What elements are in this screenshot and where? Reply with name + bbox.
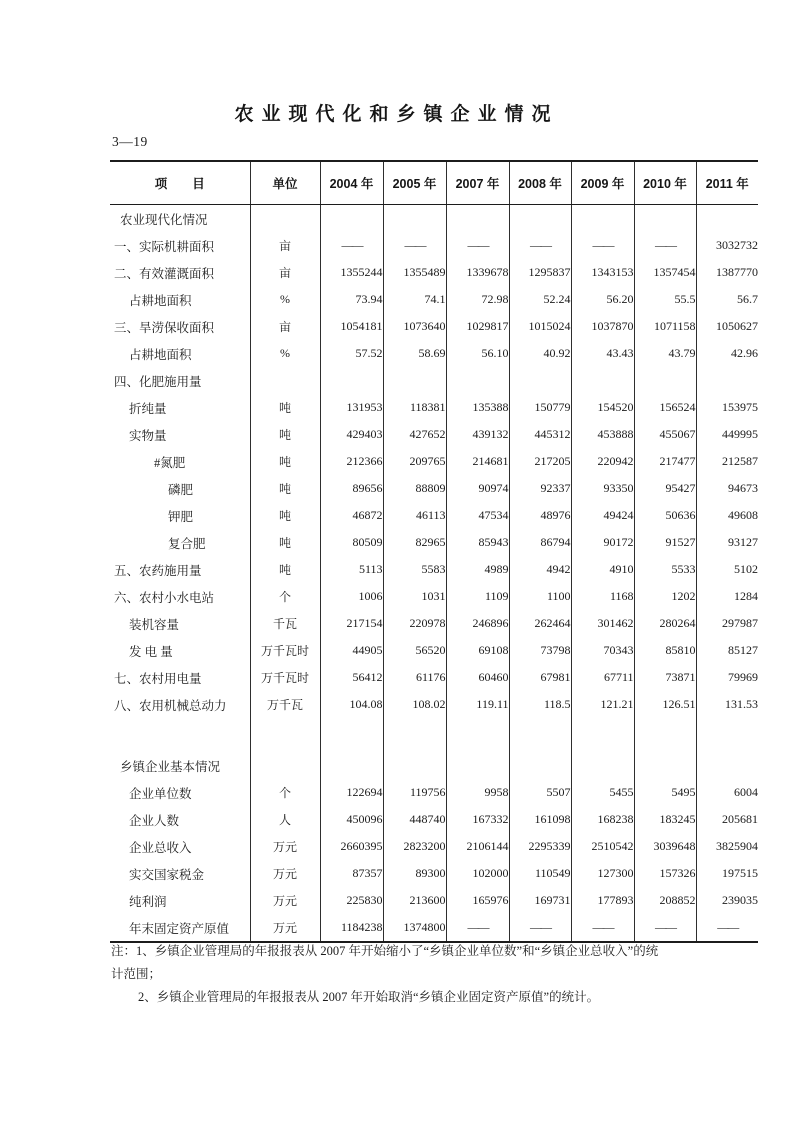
column-header-0: 项 目 <box>110 161 250 205</box>
table-row <box>110 529 758 556</box>
unit-cell: 万元 <box>250 914 320 942</box>
row-label: 装机容量 <box>129 617 180 632</box>
value-cell <box>509 752 571 779</box>
table-row <box>110 583 758 610</box>
table-row <box>110 887 758 914</box>
table-row <box>110 833 758 860</box>
unit-cell: 千瓦 <box>250 610 320 637</box>
value-cell: 165976 <box>446 887 509 914</box>
value-cell: 449995 <box>696 421 758 448</box>
value-cell: 89656 <box>320 475 383 502</box>
value-cell <box>509 205 571 233</box>
footnote-line-1: 注：1、乡镇企业管理局的年报报表从 2007 年开始缩小了“乡镇企业单位数”和“乡镇企业总收入”的统 <box>111 944 659 958</box>
unit-cell: 万元 <box>250 833 320 860</box>
value-cell: 208852 <box>634 887 696 914</box>
row-label <box>110 718 250 752</box>
value-cell: —— <box>634 914 696 942</box>
value-cell: 157326 <box>634 860 696 887</box>
value-cell: 1355244 <box>320 259 383 286</box>
value-cell: 439132 <box>446 421 509 448</box>
value-cell: 5455 <box>571 779 634 806</box>
row-label: #氮肥 <box>154 455 186 470</box>
value-cell: 2823200 <box>383 833 446 860</box>
row-label: 企业单位数 <box>129 786 192 801</box>
value-cell: 118381 <box>383 394 446 421</box>
value-cell: 48976 <box>509 502 571 529</box>
value-cell: 43.79 <box>634 340 696 367</box>
value-cell: 47534 <box>446 502 509 529</box>
table-row <box>110 448 758 475</box>
value-cell: 1071158 <box>634 313 696 340</box>
table-row <box>110 806 758 833</box>
table-body <box>110 205 758 943</box>
unit-cell: 个 <box>250 779 320 806</box>
value-cell: 119756 <box>383 779 446 806</box>
value-cell: 90974 <box>446 475 509 502</box>
table-row <box>110 860 758 887</box>
value-cell: 91527 <box>634 529 696 556</box>
value-cell <box>446 205 509 233</box>
value-cell: 212366 <box>320 448 383 475</box>
value-cell: 2660395 <box>320 833 383 860</box>
header-row <box>110 161 758 205</box>
value-cell: —— <box>446 914 509 942</box>
value-cell: 73798 <box>509 637 571 664</box>
footnote-line-3: 2、乡镇企业管理局的年报报表从 2007 年开始取消“乡镇企业固定资产原值”的统计。 <box>138 990 600 1004</box>
table-row <box>110 421 758 448</box>
row-label: 企业人数 <box>129 813 180 828</box>
value-cell: 85943 <box>446 529 509 556</box>
unit-cell: 亩 <box>250 259 320 286</box>
value-cell: 67711 <box>571 664 634 691</box>
value-cell: 5102 <box>696 556 758 583</box>
table-row <box>110 637 758 664</box>
value-cell: 70343 <box>571 637 634 664</box>
value-cell: 74.1 <box>383 286 446 313</box>
table-row <box>110 691 758 718</box>
unit-cell: 亩 <box>250 232 320 259</box>
value-cell: —— <box>634 232 696 259</box>
value-cell <box>571 752 634 779</box>
value-cell: 102000 <box>446 860 509 887</box>
value-cell: 131953 <box>320 394 383 421</box>
row-label: 年末固定资产原值 <box>129 921 230 936</box>
unit-cell: 吨 <box>250 502 320 529</box>
value-cell <box>571 718 634 752</box>
value-cell: 177893 <box>571 887 634 914</box>
unit-cell: 万元 <box>250 887 320 914</box>
value-cell: 453888 <box>571 421 634 448</box>
value-cell: 161098 <box>509 806 571 833</box>
value-cell: 131.53 <box>696 691 758 718</box>
column-header-7: 2010 年 <box>634 161 696 205</box>
value-cell <box>446 718 509 752</box>
value-cell: 1109 <box>446 583 509 610</box>
value-cell <box>383 718 446 752</box>
table-row <box>110 779 758 806</box>
value-cell: 92337 <box>509 475 571 502</box>
unit-cell: 亩 <box>250 313 320 340</box>
value-cell: 67981 <box>509 664 571 691</box>
value-cell: 94673 <box>696 475 758 502</box>
unit-cell: 吨 <box>250 529 320 556</box>
unit-cell: 吨 <box>250 475 320 502</box>
value-cell: 61176 <box>383 664 446 691</box>
value-cell <box>571 367 634 394</box>
value-cell: —— <box>383 232 446 259</box>
value-cell: 2510542 <box>571 833 634 860</box>
unit-cell: 吨 <box>250 448 320 475</box>
value-cell: 1031 <box>383 583 446 610</box>
unit-cell: 个 <box>250 583 320 610</box>
value-cell: 5507 <box>509 779 571 806</box>
value-cell <box>696 367 758 394</box>
value-cell: —— <box>509 914 571 942</box>
value-cell: 5583 <box>383 556 446 583</box>
row-label: 乡镇企业基本情况 <box>120 759 221 774</box>
row-label: 占耕地面积 <box>129 293 192 308</box>
row-label: 实物量 <box>129 428 167 443</box>
row-label: 纯利润 <box>129 894 167 909</box>
unit-cell: 万千瓦时 <box>250 664 320 691</box>
page-title: 农业现代化和乡镇企业情况 <box>234 104 559 125</box>
row-label: 五、农药施用量 <box>114 563 202 578</box>
table-row <box>110 232 758 259</box>
value-cell: 1184238 <box>320 914 383 942</box>
unit-cell: 人 <box>250 806 320 833</box>
row-label: 四、化肥施用量 <box>114 374 202 389</box>
value-cell: 56.7 <box>696 286 758 313</box>
value-cell: —— <box>320 232 383 259</box>
table-row <box>110 259 758 286</box>
unit-cell: 吨 <box>250 394 320 421</box>
value-cell: 135388 <box>446 394 509 421</box>
value-cell: 1357454 <box>634 259 696 286</box>
row-label: 实交国家税金 <box>129 867 205 882</box>
value-cell: 82965 <box>383 529 446 556</box>
row-label: 二、有效灌溉面积 <box>114 266 215 281</box>
value-cell: 85127 <box>696 637 758 664</box>
value-cell: 44905 <box>320 637 383 664</box>
value-cell: 1355489 <box>383 259 446 286</box>
value-cell: 150779 <box>509 394 571 421</box>
table-header <box>110 161 758 205</box>
column-header-2: 2004 年 <box>320 161 383 205</box>
value-cell: 1387770 <box>696 259 758 286</box>
value-cell: 301462 <box>571 610 634 637</box>
value-cell: 73.94 <box>320 286 383 313</box>
value-cell: 427652 <box>383 421 446 448</box>
column-header-8: 2011 年 <box>696 161 758 205</box>
value-cell <box>446 367 509 394</box>
value-cell: 56520 <box>383 637 446 664</box>
value-cell: 57.52 <box>320 340 383 367</box>
spacer-row <box>110 718 758 752</box>
unit-cell <box>250 367 320 394</box>
value-cell <box>634 718 696 752</box>
table-row <box>110 367 758 394</box>
table-row <box>110 205 758 233</box>
value-cell: 56.10 <box>446 340 509 367</box>
value-cell: 85810 <box>634 637 696 664</box>
table-row <box>110 664 758 691</box>
value-cell: 3032732 <box>696 232 758 259</box>
table-row <box>110 502 758 529</box>
value-cell <box>509 367 571 394</box>
value-cell: 90172 <box>571 529 634 556</box>
column-header-6: 2009 年 <box>571 161 634 205</box>
value-cell <box>696 718 758 752</box>
unit-cell: 万千瓦 <box>250 691 320 718</box>
table-row <box>110 340 758 367</box>
value-cell: 43.43 <box>571 340 634 367</box>
statistics-table <box>110 160 758 943</box>
value-cell: 450096 <box>320 806 383 833</box>
value-cell: 156524 <box>634 394 696 421</box>
row-label: 发 电 量 <box>129 644 173 659</box>
value-cell: 46113 <box>383 502 446 529</box>
value-cell: 169731 <box>509 887 571 914</box>
value-cell: 4942 <box>509 556 571 583</box>
value-cell: 6004 <box>696 779 758 806</box>
value-cell <box>320 205 383 233</box>
table-row <box>110 752 758 779</box>
table-row <box>110 914 758 942</box>
value-cell <box>320 367 383 394</box>
value-cell: 110549 <box>509 860 571 887</box>
unit-cell: % <box>250 340 320 367</box>
unit-cell: 万元 <box>250 860 320 887</box>
value-cell: 297987 <box>696 610 758 637</box>
value-cell: 5533 <box>634 556 696 583</box>
value-cell: 72.98 <box>446 286 509 313</box>
value-cell: 4989 <box>446 556 509 583</box>
value-cell: 445312 <box>509 421 571 448</box>
value-cell: 214681 <box>446 448 509 475</box>
table-row <box>110 556 758 583</box>
unit-cell: 万千瓦时 <box>250 637 320 664</box>
value-cell: 209765 <box>383 448 446 475</box>
row-label: 占耕地面积 <box>129 347 192 362</box>
value-cell: 79969 <box>696 664 758 691</box>
table-row <box>110 394 758 421</box>
value-cell: 1339678 <box>446 259 509 286</box>
value-cell: 93127 <box>696 529 758 556</box>
row-label: 磷肥 <box>168 482 194 497</box>
value-cell: 2106144 <box>446 833 509 860</box>
unit-cell <box>250 205 320 233</box>
value-cell: 1168 <box>571 583 634 610</box>
value-cell: 168238 <box>571 806 634 833</box>
value-cell <box>634 367 696 394</box>
unit-cell <box>250 718 320 752</box>
value-cell: —— <box>509 232 571 259</box>
value-cell: 122694 <box>320 779 383 806</box>
value-cell: 86794 <box>509 529 571 556</box>
value-cell: 126.51 <box>634 691 696 718</box>
row-label: 折纯量 <box>129 401 167 416</box>
value-cell: 89300 <box>383 860 446 887</box>
column-header-3: 2005 年 <box>383 161 446 205</box>
value-cell: 239035 <box>696 887 758 914</box>
value-cell <box>383 752 446 779</box>
value-cell: 1284 <box>696 583 758 610</box>
value-cell: —— <box>571 232 634 259</box>
value-cell: 153975 <box>696 394 758 421</box>
value-cell: 1050627 <box>696 313 758 340</box>
column-header-1: 单位 <box>250 161 320 205</box>
value-cell: 88809 <box>383 475 446 502</box>
value-cell: 205681 <box>696 806 758 833</box>
value-cell <box>634 752 696 779</box>
value-cell <box>320 718 383 752</box>
value-cell <box>446 752 509 779</box>
value-cell: 104.08 <box>320 691 383 718</box>
value-cell: —— <box>571 914 634 942</box>
value-cell: 1006 <box>320 583 383 610</box>
value-cell: 5495 <box>634 779 696 806</box>
value-cell: 87357 <box>320 860 383 887</box>
value-cell: 1054181 <box>320 313 383 340</box>
row-label: 农业现代化情况 <box>120 212 208 227</box>
value-cell: 49608 <box>696 502 758 529</box>
value-cell: 280264 <box>634 610 696 637</box>
value-cell: 127300 <box>571 860 634 887</box>
column-header-5: 2008 年 <box>509 161 571 205</box>
value-cell <box>696 205 758 233</box>
table-row <box>110 313 758 340</box>
value-cell: 1015024 <box>509 313 571 340</box>
value-cell: 73871 <box>634 664 696 691</box>
value-cell: 217205 <box>509 448 571 475</box>
value-cell: 167332 <box>446 806 509 833</box>
value-cell: 429403 <box>320 421 383 448</box>
value-cell: 49424 <box>571 502 634 529</box>
value-cell: 1037870 <box>571 313 634 340</box>
value-cell: 52.24 <box>509 286 571 313</box>
unit-cell: 吨 <box>250 556 320 583</box>
table-row <box>110 610 758 637</box>
value-cell <box>383 367 446 394</box>
value-cell <box>509 718 571 752</box>
column-header-4: 2007 年 <box>446 161 509 205</box>
row-label: 企业总收入 <box>129 840 192 855</box>
value-cell: 5113 <box>320 556 383 583</box>
value-cell: 1029817 <box>446 313 509 340</box>
row-label: 三、旱涝保收面积 <box>114 320 215 335</box>
unit-cell <box>250 752 320 779</box>
value-cell <box>571 205 634 233</box>
value-cell: 455067 <box>634 421 696 448</box>
value-cell: 1073640 <box>383 313 446 340</box>
value-cell: 3039648 <box>634 833 696 860</box>
value-cell: 154520 <box>571 394 634 421</box>
value-cell: 56412 <box>320 664 383 691</box>
table-row <box>110 475 758 502</box>
row-label: 六、农村小水电站 <box>114 590 215 605</box>
table-row <box>110 286 758 313</box>
value-cell: 121.21 <box>571 691 634 718</box>
value-cell: 1202 <box>634 583 696 610</box>
value-cell: 4910 <box>571 556 634 583</box>
value-cell: 212587 <box>696 448 758 475</box>
row-label: 八、农用机械总动力 <box>114 698 227 713</box>
footnotes <box>111 940 711 1009</box>
value-cell: 108.02 <box>383 691 446 718</box>
value-cell: 197515 <box>696 860 758 887</box>
value-cell <box>696 752 758 779</box>
value-cell: 118.5 <box>509 691 571 718</box>
value-cell: 246896 <box>446 610 509 637</box>
value-cell: 95427 <box>634 475 696 502</box>
value-cell: 80509 <box>320 529 383 556</box>
value-cell: 1100 <box>509 583 571 610</box>
value-cell: —— <box>446 232 509 259</box>
value-cell: 220978 <box>383 610 446 637</box>
unit-cell: 吨 <box>250 421 320 448</box>
row-label: 一、实际机耕面积 <box>114 239 215 254</box>
value-cell: 55.5 <box>634 286 696 313</box>
value-cell: 225830 <box>320 887 383 914</box>
value-cell: 217477 <box>634 448 696 475</box>
value-cell: 1343153 <box>571 259 634 286</box>
value-cell: 213600 <box>383 887 446 914</box>
value-cell: 40.92 <box>509 340 571 367</box>
value-cell: 9958 <box>446 779 509 806</box>
value-cell: 119.11 <box>446 691 509 718</box>
value-cell: 1295837 <box>509 259 571 286</box>
value-cell: 58.69 <box>383 340 446 367</box>
value-cell: 3825904 <box>696 833 758 860</box>
value-cell: 69108 <box>446 637 509 664</box>
value-cell: 46872 <box>320 502 383 529</box>
value-cell: 1374800 <box>383 914 446 942</box>
row-label: 七、农村用电量 <box>114 671 202 686</box>
table-number: 3—19 <box>112 134 148 149</box>
value-cell: 448740 <box>383 806 446 833</box>
value-cell: 93350 <box>571 475 634 502</box>
value-cell: 183245 <box>634 806 696 833</box>
value-cell: 220942 <box>571 448 634 475</box>
unit-cell: % <box>250 286 320 313</box>
row-label: 复合肥 <box>168 536 206 551</box>
value-cell: 60460 <box>446 664 509 691</box>
value-cell: 56.20 <box>571 286 634 313</box>
value-cell: 262464 <box>509 610 571 637</box>
value-cell: —— <box>696 914 758 942</box>
value-cell <box>634 205 696 233</box>
value-cell: 50636 <box>634 502 696 529</box>
row-label: 钾肥 <box>168 509 194 524</box>
value-cell: 217154 <box>320 610 383 637</box>
value-cell <box>383 205 446 233</box>
value-cell <box>320 752 383 779</box>
value-cell: 42.96 <box>696 340 758 367</box>
footnote-line-2: 计范围； <box>111 967 162 981</box>
value-cell: 2295339 <box>509 833 571 860</box>
